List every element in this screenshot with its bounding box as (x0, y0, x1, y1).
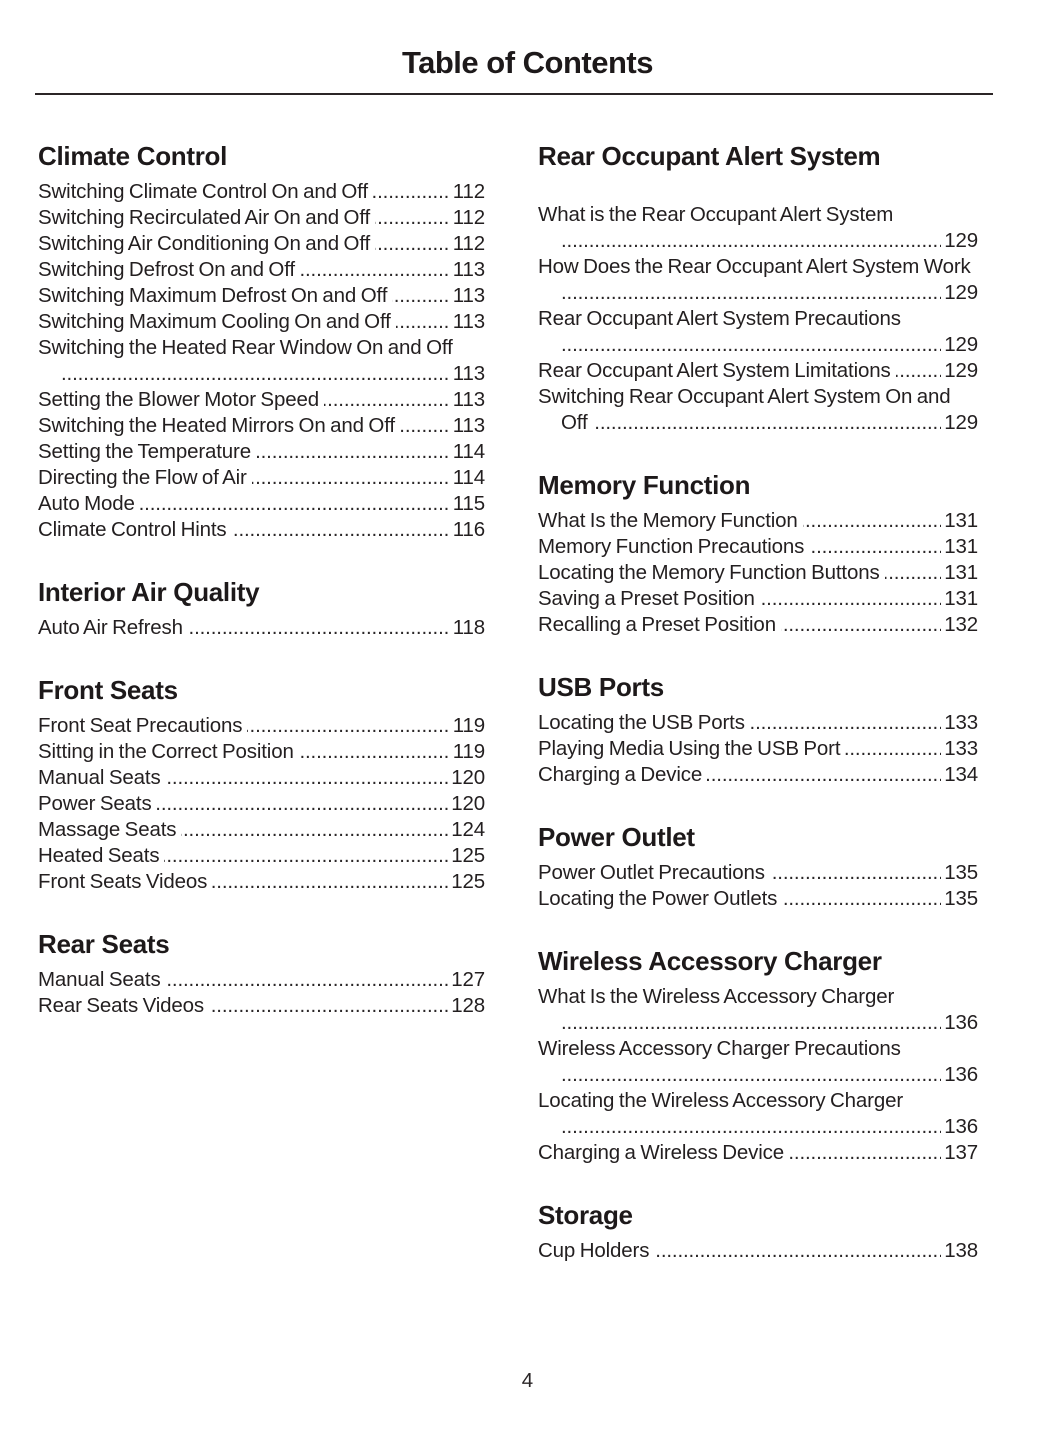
entry-page-number: 113 (450, 283, 485, 309)
leader-gap (561, 1028, 641, 1029)
toc-entry[interactable] (38, 843, 485, 869)
toc-entry[interactable] (538, 762, 978, 788)
entry-label: Recalling a Preset Position (538, 613, 781, 636)
leader-gap (809, 552, 889, 553)
entry-page-number: 136 (941, 1062, 978, 1088)
toc-entry[interactable] (38, 869, 485, 895)
toc-entry[interactable] (538, 254, 978, 306)
entry-page-number: 124 (448, 817, 485, 843)
leader-gap (707, 780, 787, 781)
leader-gap (232, 535, 312, 536)
toc-entry[interactable] (38, 283, 485, 309)
section-heading: Front Seats (38, 675, 178, 705)
section-heading: Memory Function (538, 470, 751, 500)
leader-gap (561, 298, 641, 299)
leader-gap (770, 878, 850, 879)
leader-gap (299, 757, 379, 758)
leader-gap (188, 633, 268, 634)
leader-gap (561, 350, 641, 351)
entry-page-number: 131 (941, 534, 978, 560)
toc-section (38, 577, 485, 641)
section-entries (38, 615, 485, 641)
section-heading: Interior Air Quality (38, 577, 260, 607)
leader-gap (212, 887, 292, 888)
entry-page-number: 115 (450, 491, 485, 517)
toc-entry[interactable] (38, 517, 485, 543)
toc-entry[interactable] (538, 1238, 978, 1264)
leader-gap (181, 835, 261, 836)
leader-gap (782, 904, 862, 905)
toc-entry[interactable] (38, 817, 485, 843)
entry-label: Heated Seats (38, 844, 164, 867)
toc-entry[interactable] (538, 886, 978, 912)
toc-entry[interactable] (38, 993, 485, 1019)
toc-entry[interactable] (38, 205, 485, 231)
toc-section (38, 675, 485, 895)
entry-label: Switching Recirculated Air On and Off (38, 206, 375, 229)
entry-label: Power Seats (38, 792, 157, 815)
toc-section (538, 141, 978, 436)
entry-page-number: 129 (941, 410, 978, 436)
entry-label: Locating the Memory Function Buttons (538, 561, 885, 584)
page-footer (0, 1368, 1055, 1394)
entry-label: Front Seat Precautions (38, 714, 247, 737)
entry-page-number: 133 (941, 736, 978, 762)
toc-entry[interactable] (538, 306, 978, 358)
toc-entry[interactable] (538, 860, 978, 886)
toc-column-right (538, 141, 978, 1264)
toc-section (38, 929, 485, 1019)
toc-entry[interactable] (538, 710, 978, 736)
toc-section (538, 1200, 978, 1264)
leader-dots (561, 332, 978, 358)
toc-section (538, 822, 978, 912)
toc-section (38, 141, 485, 543)
entry-label: Massage Seats (38, 818, 181, 841)
section-heading: Power Outlet (538, 822, 695, 852)
toc-section (538, 672, 978, 788)
entry-page-number: 112 (450, 205, 485, 231)
page-header (0, 0, 1055, 95)
page-title: Table of Contents (402, 45, 653, 80)
leader-gap (561, 1132, 641, 1133)
leader-gap (373, 197, 453, 198)
toc-column-left (38, 141, 485, 1264)
section-heading: Rear Seats (38, 929, 170, 959)
section-heading: Climate Control (38, 141, 228, 171)
section-entries (538, 202, 978, 436)
section-heading: Wireless Accessory Charger (538, 946, 882, 976)
entry-label: Memory Function Precautions (538, 535, 809, 558)
title-divider (35, 93, 993, 95)
leader-gap (247, 731, 327, 732)
toc-entry[interactable] (538, 534, 978, 560)
section-entries (538, 860, 978, 912)
entry-label: What Is the Memory Function (538, 509, 803, 532)
entry-page-number: 112 (450, 179, 485, 205)
leader-gap (157, 809, 237, 810)
entry-label: Auto Air Refresh (38, 616, 188, 639)
entry-label: Directing the Flow of Air (38, 466, 252, 489)
leader-dots (561, 280, 978, 306)
toc-entry[interactable] (538, 358, 978, 384)
leader-gap (324, 405, 404, 406)
toc-entry[interactable] (38, 615, 485, 641)
entry-label: Setting the Temperature (38, 440, 256, 463)
entry-label: Sitting in the Correct Position (38, 740, 299, 763)
leader-gap (760, 604, 840, 605)
toc-entry[interactable] (538, 736, 978, 762)
leader-gap (209, 1011, 289, 1012)
entry-label: Locating the USB Ports (538, 711, 750, 734)
entry-page-number: 133 (941, 710, 978, 736)
toc-entry[interactable] (538, 1036, 978, 1088)
leader-gap (781, 630, 861, 631)
toc-entry[interactable] (38, 739, 485, 765)
entry-page-number: 114 (450, 439, 485, 465)
entry-label: What Is the Wireless Accessory Charger (538, 985, 899, 1008)
entry-page-number: 116 (450, 517, 485, 543)
entry-label: Charging a Wireless Device (538, 1141, 789, 1164)
entry-label: Rear Occupant Alert System Limitations (538, 359, 896, 382)
leader-gap (256, 457, 336, 458)
leader-dots (561, 1062, 978, 1088)
leader-gap (300, 275, 380, 276)
entry-page-number: 132 (941, 612, 978, 638)
entry-label: What is the Rear Occupant Alert System (538, 203, 898, 226)
entry-page-number: 120 (448, 765, 485, 791)
toc-section (538, 470, 978, 638)
entry-page-number: 135 (941, 886, 978, 912)
entry-label: Switching Maximum Defrost On and Off (38, 284, 392, 307)
entry-label: Climate Control Hints (38, 518, 232, 541)
leader-gap (61, 379, 141, 380)
toc-entry[interactable] (38, 491, 485, 517)
entry-page-number: 136 (941, 1114, 978, 1140)
entry-page-number: 131 (941, 508, 978, 534)
toc-entry[interactable] (38, 465, 485, 491)
leader-gap (375, 223, 455, 224)
leader-gap (750, 728, 830, 729)
entry-page-number: 114 (450, 465, 485, 491)
entry-page-number: 112 (450, 231, 485, 257)
page-number: 4 (521, 1369, 534, 1392)
entry-label: Switching Maximum Cooling On and Off (38, 310, 396, 333)
entry-page-number: 129 (941, 228, 978, 254)
entry-label: Locating the Wireless Accessory Charger (538, 1089, 908, 1112)
leader-gap (803, 526, 883, 527)
section-heading: USB Ports (538, 672, 664, 702)
toc-entry[interactable] (538, 1088, 978, 1140)
section-heading: Rear Occupant Alert System (538, 141, 881, 171)
leader-dots (561, 228, 978, 254)
entry-page-number: 134 (941, 762, 978, 788)
entry-page-number: 129 (941, 358, 978, 384)
entry-label: Front Seats Videos (38, 870, 212, 893)
leader-gap (561, 1080, 641, 1081)
leader-dots (61, 361, 485, 387)
toc-entry[interactable] (538, 202, 978, 254)
entry-label: Wireless Accessory Charger Precautions (538, 1037, 906, 1060)
leader-gap (164, 861, 244, 862)
toc-entry[interactable] (38, 179, 485, 205)
entry-page-number: 118 (450, 615, 485, 641)
leader-gap (561, 246, 641, 247)
entry-label: Rear Seats Videos (38, 994, 209, 1017)
toc-entry[interactable] (38, 257, 485, 283)
entry-page-number: 135 (941, 860, 978, 886)
entry-page-number: 125 (448, 843, 485, 869)
entry-label: Auto Mode (38, 492, 140, 515)
entry-page-number: 125 (448, 869, 485, 895)
toc-columns (38, 141, 1055, 1264)
entry-label: Charging a Device (538, 763, 707, 786)
leader-gap (845, 754, 925, 755)
section-entries (38, 713, 485, 895)
leader-gap (593, 428, 673, 429)
leader-gap (252, 483, 332, 484)
entry-page-number: 120 (448, 791, 485, 817)
toc-entry[interactable] (538, 560, 978, 586)
section-entries (38, 179, 485, 543)
toc-entry[interactable] (538, 586, 978, 612)
entry-label: Power Outlet Precautions (538, 861, 770, 884)
entry-label: Rear Occupant Alert System Precautions (538, 307, 906, 330)
entry-page-number: 138 (941, 1238, 978, 1264)
toc-entry[interactable] (538, 612, 978, 638)
toc-entry[interactable] (38, 309, 485, 335)
toc-entry[interactable] (38, 713, 485, 739)
section-entries (538, 984, 978, 1166)
leader-gap (654, 1256, 734, 1257)
entry-label: Cup Holders (538, 1239, 654, 1262)
leader-dots (561, 410, 978, 436)
entry-label: Switching Climate Control On and Off (38, 180, 373, 203)
entry-page-number: 119 (450, 713, 485, 739)
leader-dots (561, 1010, 978, 1036)
entry-page-number: 119 (450, 739, 485, 765)
entry-page-number: 113 (450, 257, 485, 283)
entry-page-number: 128 (448, 993, 485, 1019)
toc-section (538, 946, 978, 1166)
section-entries (538, 508, 978, 638)
leader-dots (561, 1114, 978, 1140)
entry-label: Switching the Heated Rear Window On and Off (38, 336, 458, 359)
entry-label: Switching Rear Occupant Alert System On and Off (538, 385, 951, 434)
toc-entry[interactable] (538, 508, 978, 534)
entry-page-number: 131 (941, 586, 978, 612)
leader-gap (166, 985, 246, 986)
entry-label: Saving a Preset Position (538, 587, 760, 610)
entry-label: Setting the Blower Motor Speed (38, 388, 324, 411)
toc-entry[interactable] (38, 967, 485, 993)
entry-label: Manual Seats (38, 968, 166, 991)
toc-entry[interactable] (38, 791, 485, 817)
entry-page-number: 113 (450, 361, 485, 387)
entry-page-number: 137 (941, 1140, 978, 1166)
entry-page-number: 113 (450, 309, 485, 335)
entry-page-number: 136 (941, 1010, 978, 1036)
entry-page-number: 127 (448, 967, 485, 993)
entry-label: Playing Media Using the USB Port (538, 737, 845, 760)
entry-label: Switching Defrost On and Off (38, 258, 300, 281)
leader-gap (140, 509, 220, 510)
entry-page-number: 129 (941, 280, 978, 306)
entry-label: How Does the Rear Occupant Alert System Work (538, 255, 976, 278)
entry-page-number: 113 (450, 413, 485, 439)
toc-entry[interactable] (38, 413, 485, 439)
entry-page-number: 129 (941, 332, 978, 358)
toc-entry[interactable] (538, 384, 978, 436)
section-entries (538, 1238, 978, 1264)
toc-entry[interactable] (38, 765, 485, 791)
toc-entry[interactable] (38, 335, 485, 387)
entry-label: Locating the Power Outlets (538, 887, 782, 910)
toc-entry[interactable] (38, 439, 485, 465)
section-entries (538, 710, 978, 788)
section-entries (38, 967, 485, 1019)
section-heading: Storage (538, 1200, 633, 1230)
entry-label: Switching Air Conditioning On and Off (38, 232, 375, 255)
entry-label: Manual Seats (38, 766, 166, 789)
toc-entry[interactable] (38, 387, 485, 413)
toc-entry[interactable] (538, 1140, 978, 1166)
toc-entry[interactable] (38, 231, 485, 257)
entry-page-number: 131 (941, 560, 978, 586)
leader-gap (375, 249, 455, 250)
leader-gap (166, 783, 246, 784)
entry-label: Switching the Heated Mirrors On and Off (38, 414, 400, 437)
entry-page-number: 113 (450, 387, 485, 413)
leader-gap (789, 1158, 869, 1159)
toc-entry[interactable] (538, 984, 978, 1036)
